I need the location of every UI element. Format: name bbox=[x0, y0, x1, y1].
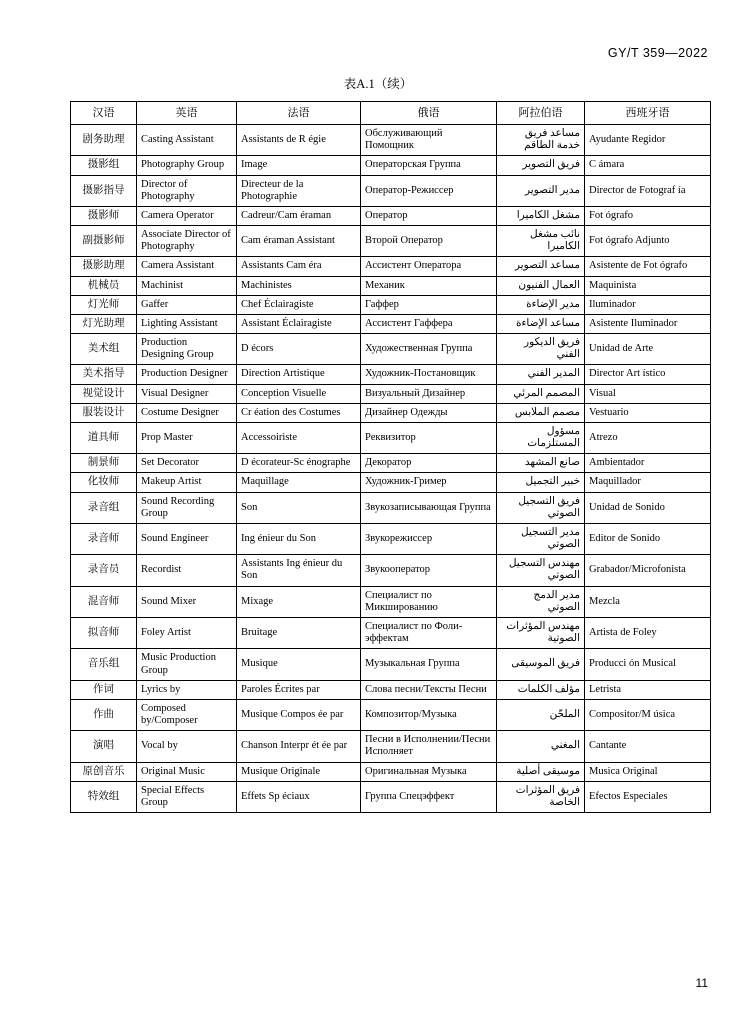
table-row bbox=[71, 334, 711, 365]
cell-english: Music Production Group bbox=[137, 649, 237, 680]
cell-chinese: 灯光师 bbox=[71, 295, 137, 314]
cell-french: Assistant Éclairagiste bbox=[237, 314, 361, 333]
cell-english: Original Music bbox=[137, 762, 237, 781]
cell-russian: Оригинальная Музыка bbox=[361, 762, 497, 781]
cell-russian: Музыкальная Группа bbox=[361, 649, 497, 680]
cell-arabic: المغني bbox=[497, 731, 585, 762]
cell-spanish: Asistente Iluminador bbox=[585, 314, 711, 333]
cell-english: Sound Engineer bbox=[137, 523, 237, 554]
cell-russian: Песни в Исполнении/Песни Исполняет bbox=[361, 731, 497, 762]
cell-arabic: مصمم الملابس bbox=[497, 403, 585, 422]
cell-french: Accessoiriste bbox=[237, 422, 361, 453]
cell-french: Maquillage bbox=[237, 473, 361, 492]
cell-french: Assistants de R égie bbox=[237, 125, 361, 156]
cell-spanish: Director de Fotograf ía bbox=[585, 175, 711, 206]
cell-russian: Гаффер bbox=[361, 295, 497, 314]
cell-arabic: فريق الموسيقى bbox=[497, 649, 585, 680]
cell-russian: Звукозаписывающая Группа bbox=[361, 492, 497, 523]
cell-spanish: Grabador/Microfonista bbox=[585, 555, 711, 586]
cell-chinese: 道具师 bbox=[71, 422, 137, 453]
cell-spanish: Editor de Sonido bbox=[585, 523, 711, 554]
cell-french: Image bbox=[237, 156, 361, 175]
column-header-russian: 俄语 bbox=[361, 102, 497, 125]
table-row bbox=[71, 226, 711, 257]
table-row bbox=[71, 175, 711, 206]
column-header-french: 法语 bbox=[237, 102, 361, 125]
cell-arabic: فريق الديكور الفني bbox=[497, 334, 585, 365]
cell-english: Camera Operator bbox=[137, 206, 237, 225]
cell-chinese: 拟音师 bbox=[71, 617, 137, 648]
cell-spanish: Artista de Foley bbox=[585, 617, 711, 648]
cell-french: Cam éraman Assistant bbox=[237, 226, 361, 257]
cell-arabic: مشغل الكاميرا bbox=[497, 206, 585, 225]
cell-chinese: 演唱 bbox=[71, 731, 137, 762]
table-row bbox=[71, 276, 711, 295]
cell-russian: Специалист по Микшированию bbox=[361, 586, 497, 617]
cell-english: Vocal by bbox=[137, 731, 237, 762]
table-row bbox=[71, 125, 711, 156]
cell-chinese: 特效组 bbox=[71, 781, 137, 812]
cell-spanish: Musica Original bbox=[585, 762, 711, 781]
cell-english: Gaffer bbox=[137, 295, 237, 314]
table-row bbox=[71, 523, 711, 554]
cell-english: Foley Artist bbox=[137, 617, 237, 648]
cell-russian: Звукорежиссер bbox=[361, 523, 497, 554]
cell-chinese: 摄影助理 bbox=[71, 257, 137, 276]
cell-spanish: Iluminador bbox=[585, 295, 711, 314]
cell-english: Costume Designer bbox=[137, 403, 237, 422]
cell-english: Prop Master bbox=[137, 422, 237, 453]
cell-arabic: مؤلف الكلمات bbox=[497, 680, 585, 699]
cell-arabic: مساعد التصوير bbox=[497, 257, 585, 276]
cell-french: Cr éation des Costumes bbox=[237, 403, 361, 422]
cell-arabic: صانع المشهد bbox=[497, 454, 585, 473]
cell-russian: Художественная Группа bbox=[361, 334, 497, 365]
cell-english: Makeup Artist bbox=[137, 473, 237, 492]
cell-english: Associate Director of Photography bbox=[137, 226, 237, 257]
cell-spanish: Cantante bbox=[585, 731, 711, 762]
cell-french: Bruitage bbox=[237, 617, 361, 648]
cell-english: Sound Recording Group bbox=[137, 492, 237, 523]
table-row bbox=[71, 314, 711, 333]
table-row bbox=[71, 586, 711, 617]
cell-russian: Художник-Гример bbox=[361, 473, 497, 492]
cell-spanish: Mezcla bbox=[585, 586, 711, 617]
cell-russian: Слова песни/Тексты Песни bbox=[361, 680, 497, 699]
column-header-chinese: 汉语 bbox=[71, 102, 137, 125]
page-header-standard-code: GY/T 359—2022 bbox=[607, 46, 708, 60]
table-row bbox=[71, 295, 711, 314]
cell-french: Paroles Écrites par bbox=[237, 680, 361, 699]
cell-arabic: فريق التصوير bbox=[497, 156, 585, 175]
cell-english: Production Designing Group bbox=[137, 334, 237, 365]
cell-russian: Художник-Постановщик bbox=[361, 365, 497, 384]
table-row bbox=[71, 257, 711, 276]
cell-spanish: Visual bbox=[585, 384, 711, 403]
table-body bbox=[71, 125, 711, 813]
cell-spanish: Unidad de Sonido bbox=[585, 492, 711, 523]
cell-russian: Оператор-Режиссер bbox=[361, 175, 497, 206]
cell-chinese: 机械员 bbox=[71, 276, 137, 295]
cell-spanish: Compositor/M úsica bbox=[585, 699, 711, 730]
cell-chinese: 摄影师 bbox=[71, 206, 137, 225]
cell-french: Conception Visuelle bbox=[237, 384, 361, 403]
table-row bbox=[71, 492, 711, 523]
cell-arabic: المصمم المرئي bbox=[497, 384, 585, 403]
cell-russian: Группа Спецэффект bbox=[361, 781, 497, 812]
cell-english: Recordist bbox=[137, 555, 237, 586]
cell-arabic: مسؤول المستلزمات bbox=[497, 422, 585, 453]
cell-spanish: Producci ón Musical bbox=[585, 649, 711, 680]
cell-russian: Второй Оператор bbox=[361, 226, 497, 257]
cell-english: Special Effects Group bbox=[137, 781, 237, 812]
cell-spanish: Ambientador bbox=[585, 454, 711, 473]
cell-french: Ing énieur du Son bbox=[237, 523, 361, 554]
table-row bbox=[71, 156, 711, 175]
cell-russian: Операторская Группа bbox=[361, 156, 497, 175]
cell-chinese: 混音师 bbox=[71, 586, 137, 617]
cell-french: Assistants Ing énieur du Son bbox=[237, 555, 361, 586]
cell-chinese: 服装设计 bbox=[71, 403, 137, 422]
table-row bbox=[71, 731, 711, 762]
cell-french: Direction Artistique bbox=[237, 365, 361, 384]
cell-chinese: 美术组 bbox=[71, 334, 137, 365]
cell-russian: Визуальный Дизайнер bbox=[361, 384, 497, 403]
cell-arabic: فريق المؤثرات الخاصة bbox=[497, 781, 585, 812]
cell-arabic: فريق التسجيل الصوتي bbox=[497, 492, 585, 523]
cell-spanish: Asistente de Fot ógrafo bbox=[585, 257, 711, 276]
table-row bbox=[71, 781, 711, 812]
cell-arabic: موسيقى أصلية bbox=[497, 762, 585, 781]
cell-french: Musique Originale bbox=[237, 762, 361, 781]
cell-spanish: Fot ógrafo bbox=[585, 206, 711, 225]
cell-french: Effets Sp éciaux bbox=[237, 781, 361, 812]
cell-english: Lyrics by bbox=[137, 680, 237, 699]
cell-chinese: 音乐组 bbox=[71, 649, 137, 680]
cell-english: Machinist bbox=[137, 276, 237, 295]
cell-spanish: Efectos Especiales bbox=[585, 781, 711, 812]
cell-spanish: Atrezo bbox=[585, 422, 711, 453]
cell-chinese: 化妆师 bbox=[71, 473, 137, 492]
cell-spanish: Vestuario bbox=[585, 403, 711, 422]
cell-arabic: مهندس المؤثرات الصوتية bbox=[497, 617, 585, 648]
cell-chinese: 制景师 bbox=[71, 454, 137, 473]
table-row bbox=[71, 454, 711, 473]
cell-chinese: 作曲 bbox=[71, 699, 137, 730]
cell-french: Cadreur/Cam éraman bbox=[237, 206, 361, 225]
cell-french: Machinistes bbox=[237, 276, 361, 295]
cell-chinese: 录音员 bbox=[71, 555, 137, 586]
cell-arabic: خبير التجميل bbox=[497, 473, 585, 492]
page-number: 11 bbox=[695, 976, 708, 990]
cell-russian: Дизайнер Одежды bbox=[361, 403, 497, 422]
cell-russian: Реквизитор bbox=[361, 422, 497, 453]
cell-english: Photography Group bbox=[137, 156, 237, 175]
cell-russian: Оператор bbox=[361, 206, 497, 225]
cell-arabic: مساعد فريق خدمة الطاقم bbox=[497, 125, 585, 156]
cell-english: Camera Assistant bbox=[137, 257, 237, 276]
cell-french: D écorateur-Sc énographe bbox=[237, 454, 361, 473]
cell-french: Musique bbox=[237, 649, 361, 680]
column-header-english: 英语 bbox=[137, 102, 237, 125]
cell-chinese: 摄影组 bbox=[71, 156, 137, 175]
cell-english: Production Designer bbox=[137, 365, 237, 384]
cell-russian: Декоратор bbox=[361, 454, 497, 473]
cell-english: Composed by/Composer bbox=[137, 699, 237, 730]
cell-french: Mixage bbox=[237, 586, 361, 617]
cell-english: Casting Assistant bbox=[137, 125, 237, 156]
cell-spanish: Maquinista bbox=[585, 276, 711, 295]
table-row bbox=[71, 365, 711, 384]
cell-russian: Механик bbox=[361, 276, 497, 295]
cell-english: Director of Photography bbox=[137, 175, 237, 206]
cell-english: Set Decorator bbox=[137, 454, 237, 473]
table-row bbox=[71, 699, 711, 730]
cell-chinese: 副摄影师 bbox=[71, 226, 137, 257]
cell-french: D écors bbox=[237, 334, 361, 365]
cell-russian: Звукооператор bbox=[361, 555, 497, 586]
cell-french: Directeur de la Photographie bbox=[237, 175, 361, 206]
table-row bbox=[71, 762, 711, 781]
table-row bbox=[71, 403, 711, 422]
cell-chinese: 视觉设计 bbox=[71, 384, 137, 403]
table-row bbox=[71, 206, 711, 225]
table-row bbox=[71, 680, 711, 699]
table-title: 表A.1（续） bbox=[343, 77, 413, 91]
terminology-table bbox=[70, 101, 711, 813]
cell-chinese: 剧务助理 bbox=[71, 125, 137, 156]
cell-arabic: مدير التصوير bbox=[497, 175, 585, 206]
cell-chinese: 美术指导 bbox=[71, 365, 137, 384]
table-row bbox=[71, 555, 711, 586]
cell-french: Son bbox=[237, 492, 361, 523]
cell-arabic: مدير التسجيل الصوتي bbox=[497, 523, 585, 554]
cell-spanish: C ámara bbox=[585, 156, 711, 175]
cell-english: Lighting Assistant bbox=[137, 314, 237, 333]
cell-spanish: Letrista bbox=[585, 680, 711, 699]
cell-french: Musique Compos ée par bbox=[237, 699, 361, 730]
cell-arabic: نائب مشغل الكاميرا bbox=[497, 226, 585, 257]
cell-spanish: Maquillador bbox=[585, 473, 711, 492]
cell-spanish: Unidad de Arte bbox=[585, 334, 711, 365]
cell-arabic: العمال الفنيون bbox=[497, 276, 585, 295]
cell-french: Chanson Interpr ét ée par bbox=[237, 731, 361, 762]
cell-chinese: 录音组 bbox=[71, 492, 137, 523]
cell-french: Assistants Cam éra bbox=[237, 257, 361, 276]
cell-arabic: مساعد الإضاءة bbox=[497, 314, 585, 333]
cell-arabic: الملحّن bbox=[497, 699, 585, 730]
cell-arabic: مدير الدمج الصوتي bbox=[497, 586, 585, 617]
cell-english: Sound Mixer bbox=[137, 586, 237, 617]
cell-russian: Композитор/Музыка bbox=[361, 699, 497, 730]
table-row bbox=[71, 649, 711, 680]
cell-arabic: المدير الفني bbox=[497, 365, 585, 384]
cell-french: Chef Éclairagiste bbox=[237, 295, 361, 314]
cell-chinese: 录音师 bbox=[71, 523, 137, 554]
cell-chinese: 灯光助理 bbox=[71, 314, 137, 333]
column-header-arabic: 阿拉伯语 bbox=[497, 102, 585, 125]
cell-english: Visual Designer bbox=[137, 384, 237, 403]
cell-spanish: Director Art ístico bbox=[585, 365, 711, 384]
column-header-spanish: 西班牙语 bbox=[585, 102, 711, 125]
cell-russian: Ассистент Гаффера bbox=[361, 314, 497, 333]
cell-spanish: Ayudante Regidor bbox=[585, 125, 711, 156]
cell-chinese: 作词 bbox=[71, 680, 137, 699]
cell-arabic: مدير الإضاءة bbox=[497, 295, 585, 314]
table-row bbox=[71, 473, 711, 492]
cell-russian: Ассистент Оператора bbox=[361, 257, 497, 276]
table-row bbox=[71, 422, 711, 453]
table-row bbox=[71, 617, 711, 648]
cell-arabic: مهندس التسجيل الصوتي bbox=[497, 555, 585, 586]
cell-chinese: 摄影指导 bbox=[71, 175, 137, 206]
cell-russian: Обслуживающий Помощник bbox=[361, 125, 497, 156]
cell-spanish: Fot ógrafo Adjunto bbox=[585, 226, 711, 257]
cell-russian: Специалист по Фоли-эффектам bbox=[361, 617, 497, 648]
table-row bbox=[71, 384, 711, 403]
table-header-row bbox=[71, 102, 711, 125]
cell-chinese: 原创音乐 bbox=[71, 762, 137, 781]
